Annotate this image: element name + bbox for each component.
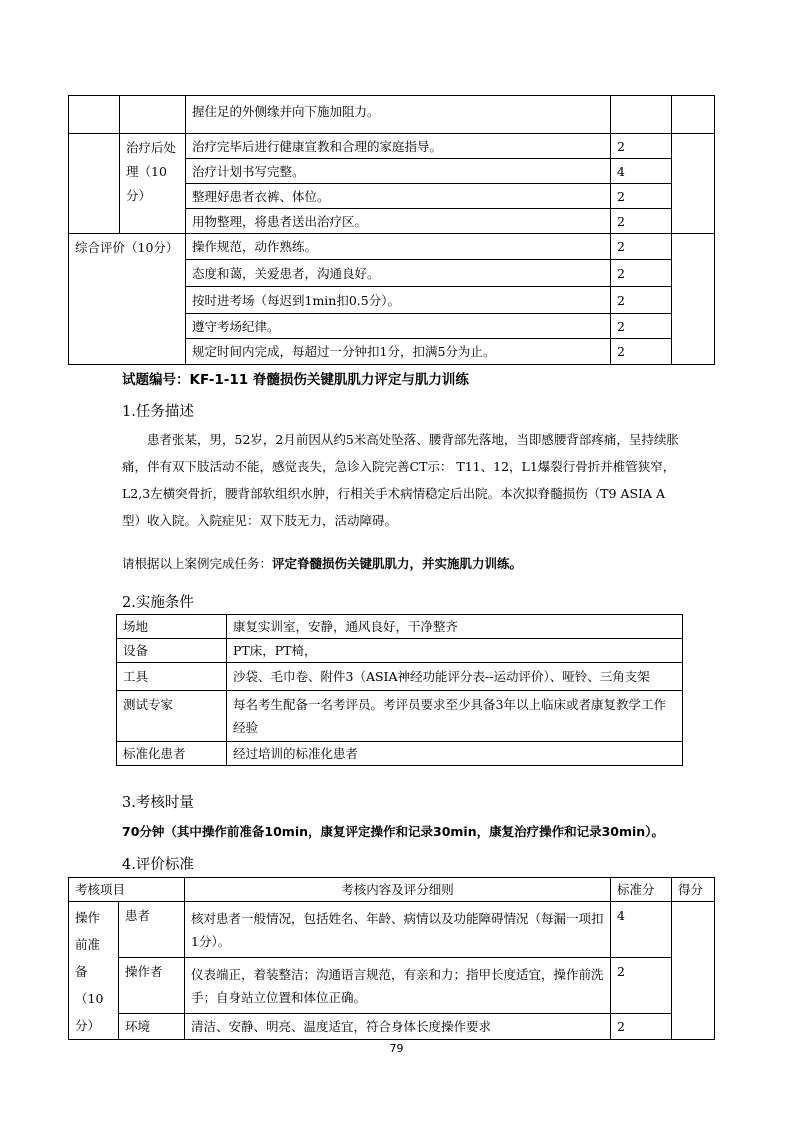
sub-item: 操作者 (119, 958, 185, 1014)
criteria-cell: 整理好患者衣裤、体位。 (186, 184, 611, 209)
cell-empty (69, 96, 120, 134)
standard-score: 2 (611, 1014, 672, 1040)
standard-score: 4 (611, 159, 672, 184)
task-prefix: 请根据以上案例完成任务： (122, 556, 273, 571)
case-paragraph: 患者张某，男，52岁，2月前因从约5米高处坠落、腰背部先落地，当即感腰背部疼痛，呈持续胀痛，伴有双下肢活动不能，感觉丧失，急诊入院完善CT示： T11、12，L1爆裂行骨折并椎管狭窄，L2,3左横突骨折，腰背部软组织水肿，行相关手术病情稳定后出院。本次拟脊髓损伤（T9 ASIA A型）收入院。入院症见：双下肢无力，活动障碍。 (122, 432, 679, 528)
cell-empty (69, 134, 120, 234)
standard-score: 2 (611, 314, 672, 339)
criteria-cell: 按时进考场（每迟到1min扣0.5分）。 (186, 287, 611, 314)
duration-text: 70分钟（其中操作前准备10min，康复评定操作和记录30min，康复治疗操作和记录30min）。 (122, 824, 664, 839)
criteria-cell: 规定时间内完成，每超过一分钟扣1分，扣满5分为止。 (186, 339, 611, 365)
condition-label: 场地 (117, 615, 227, 639)
standard-score: 2 (611, 287, 672, 314)
exam-title: 试题编号：KF-1-11 脊髓损伤关键肌肌力评定与肌力训练 (122, 372, 469, 388)
standard-score: 2 (611, 184, 672, 209)
cell-empty (120, 96, 186, 134)
criteria-cell: 握住足的外侧缘并向下施加阻力。 (186, 96, 611, 134)
conditions-table (116, 614, 683, 766)
standard-score: 2 (611, 209, 672, 234)
condition-value: 经过培训的标准化患者 (227, 742, 683, 766)
section-label-post-treatment: 治疗后处理（10分） (120, 134, 186, 234)
standard-score: 2 (611, 339, 672, 365)
standard-score: 2 (611, 260, 672, 287)
header-standard: 标准分 (611, 878, 672, 902)
criteria-cell: 清洁、安静、明亮、温度适宜，符合身体长度操作要求 (185, 1014, 611, 1040)
standard-score: 2 (611, 134, 672, 159)
standard-score: 2 (611, 234, 672, 260)
header-score: 得分 (672, 878, 715, 902)
standard-score: 2 (611, 958, 672, 1014)
criteria-cell: 用物整理，将患者送出治疗区。 (186, 209, 611, 234)
condition-label: 标准化患者 (117, 742, 227, 766)
sub-item: 患者 (119, 902, 185, 958)
obtained-cell (672, 902, 715, 1040)
header-content: 考核内容及评分细则 (185, 878, 611, 902)
obtained-cell (672, 134, 715, 234)
condition-value: 康复实训室，安静，通风良好，干净整齐 (227, 615, 683, 639)
condition-value: 沙袋、毛巾卷、附件3（ASIA神经功能评分表--运动评价）、哑铃、三角支架 (227, 663, 683, 691)
condition-value: PT床，PT椅， (227, 639, 683, 663)
obtained-cell (672, 234, 715, 365)
page-number: 79 (389, 1042, 404, 1055)
section-heading-duration: 3.考核时量 (122, 795, 194, 811)
evaluation-table (68, 877, 715, 1040)
section-label-overall: 综合评价（10分） (69, 234, 186, 365)
task-bold: 评定脊髓损伤关键肌肌力，并实施肌力训练。 (272, 556, 523, 571)
criteria-cell: 操作规范，动作熟练。 (186, 234, 611, 260)
score-cell (611, 96, 672, 134)
standard-score: 4 (611, 902, 672, 958)
section-heading-task: 1.任务描述 (122, 404, 194, 420)
condition-label: 设备 (117, 639, 227, 663)
condition-value: 每名考生配备一名考评员。考评员要求至少具备3年以上临床或者康复教学工作经验 (227, 691, 683, 742)
section-heading-evaluation: 4.评价标准 (122, 857, 194, 873)
scoring-table-continued (68, 95, 715, 365)
criteria-cell: 态度和蔼，关爱患者，沟通良好。 (186, 260, 611, 287)
criteria-cell: 遵守考场纪律。 (186, 314, 611, 339)
obtained-cell (672, 96, 715, 134)
criteria-cell: 治疗计划书写完整。 (186, 159, 611, 184)
criteria-cell: 治疗完毕后进行健康宣教和合理的家庭指导。 (186, 134, 611, 159)
criteria-cell: 核对患者一般情况，包括姓名、年龄、病情以及功能障碍情况（每漏一项扣1分）。 (185, 902, 611, 958)
task-line (122, 550, 682, 577)
header-item: 考核项目 (69, 878, 185, 902)
condition-label: 工具 (117, 663, 227, 691)
criteria-cell: 仪表端正，着装整洁；沟通语言规范，有亲和力；指甲长度适宜，操作前洗手；自身站立位置和体位正确。 (185, 958, 611, 1014)
section-heading-conditions: 2.实施条件 (122, 595, 194, 611)
group-label-prep: 操作前准备（10分） (69, 902, 119, 1040)
condition-label: 测试专家 (117, 691, 227, 742)
sub-item: 环境 (119, 1014, 185, 1040)
